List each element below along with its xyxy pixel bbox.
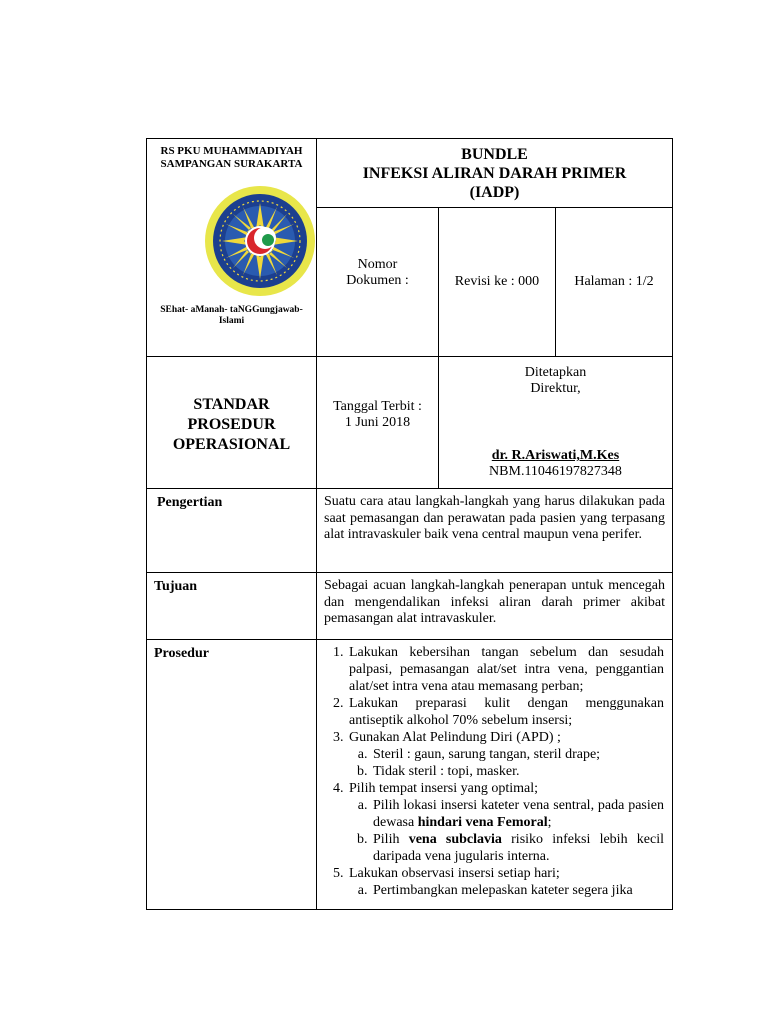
list-item: a. Pilih lokasi insersi kateter vena sentral, pada pasien dewasa hindari vena Femoral;: [371, 797, 664, 831]
document-title-cell: [316, 138, 673, 208]
tanggal-label: Tanggal Terbit :: [333, 399, 422, 414]
prosedur-list: [323, 644, 664, 899]
director-nbm: NBM.11046197827348: [489, 464, 622, 479]
spo-line3: OPERASIONAL: [172, 436, 291, 453]
list-item: 3. Gunakan Alat Pelindung Diri (APD) ; a. Steril : gaun, sarung tangan, steril drape; b. Tidak steril : topi, masker.: [347, 729, 664, 780]
tujuan-text: Sebagai acuan langkah-langkah penerapan untuk mencegah dan mengendalikan infeksi aliran darah primer akibat pemasangan alat intravaskuler.: [324, 578, 665, 626]
pengertian-label: Pengertian: [157, 495, 223, 510]
motto-line2: Islami: [218, 316, 245, 326]
hospital-name-line2: SAMPANGAN SURAKARTA: [160, 158, 303, 170]
spo-cell: [146, 356, 317, 489]
tanggal-terbit-cell: [316, 356, 439, 489]
list-item: 2. Lakukan preparasi kulit dengan menggunakan antiseptik alkohol 70% sebelum insersi;: [347, 695, 664, 729]
hospital-motto: [151, 305, 312, 327]
nomor-label: Nomor: [357, 257, 398, 272]
tujuan-label: Tujuan: [154, 579, 198, 594]
pengertian-text: Suatu cara atau langkah-langkah yang harus dilakukan pada saat pemasangan dan perawatan pada pasien yang terpasang alat intravaskuler baik vena central maupun vena perifer.: [324, 494, 665, 542]
ditetapkan-cell: [438, 356, 673, 489]
title-line1: BUNDLE: [461, 146, 528, 163]
hospital-name-line1: RS PKU MUHAMMADIYAH: [160, 145, 303, 157]
prosedur-text-cell: [316, 639, 673, 910]
pengertian-text-cell: [316, 488, 673, 573]
director-name: dr. R.Ariswati,M.Kes: [491, 448, 620, 463]
sub-list: [349, 746, 664, 780]
list-item: 4. Pilih tempat insersi yang optimal; a. Pilih lokasi insersi kateter vena sentral, pada pasien dewasa hindari vena Femoral; b. Pilih vena subclavia risiko infeksi lebih kecil daripada vena jugularis interna.: [347, 780, 664, 865]
list-item: 1. Lakukan kebersihan tangan sebelum dan sesudah palpasi, pemasangan alat/set intra vena, penggantian alat/set intra vena atau memasang perban;: [347, 644, 664, 695]
revisi-cell: [438, 207, 556, 357]
tanggal-value: 1 Juni 2018: [344, 415, 411, 430]
prosedur-label: Prosedur: [154, 646, 209, 661]
muhammadiyah-logo-icon: [204, 185, 316, 302]
motto-line1: SEhat- aManah- taNGGungjawab-: [160, 305, 303, 315]
tujuan-label-cell: [146, 572, 317, 640]
hospital-name: [147, 145, 316, 171]
prosedur-label-cell: [146, 639, 317, 910]
ditetapkan-label: Ditetapkan: [524, 365, 587, 380]
sub-list: [349, 797, 664, 865]
hospital-header-cell: [146, 138, 317, 357]
title-line2: INFEKSI ALIRAN DARAH PRIMER: [362, 165, 627, 182]
halaman-cell: [555, 207, 673, 357]
direktur-label: Direktur,: [530, 381, 581, 396]
list-item: b. Pilih vena subclavia risiko infeksi lebih kecil daripada vena jugularis interna.: [371, 831, 664, 865]
spo-line2: PROSEDUR: [187, 416, 276, 433]
nomor-dokumen-cell: [316, 207, 439, 357]
revisi-value: Revisi ke : 000: [454, 274, 540, 289]
sub-list: [349, 882, 664, 899]
spo-line1: STANDAR: [193, 396, 270, 413]
title-line3: (IADP): [469, 184, 520, 201]
dokumen-label: Dokumen :: [346, 273, 409, 288]
list-item: b. Tidak steril : topi, masker.: [371, 763, 664, 780]
tujuan-text-cell: [316, 572, 673, 640]
list-item: a. Pertimbangkan melepaskan kateter segera jika: [371, 882, 664, 899]
pengertian-label-cell: [146, 488, 317, 573]
halaman-value: Halaman : 1/2: [574, 274, 654, 289]
list-item: a. Steril : gaun, sarung tangan, steril drape;: [371, 746, 664, 763]
list-item: 5. Lakukan observasi insersi setiap hari; a. Pertimbangkan melepaskan kateter segera jika: [347, 865, 664, 899]
